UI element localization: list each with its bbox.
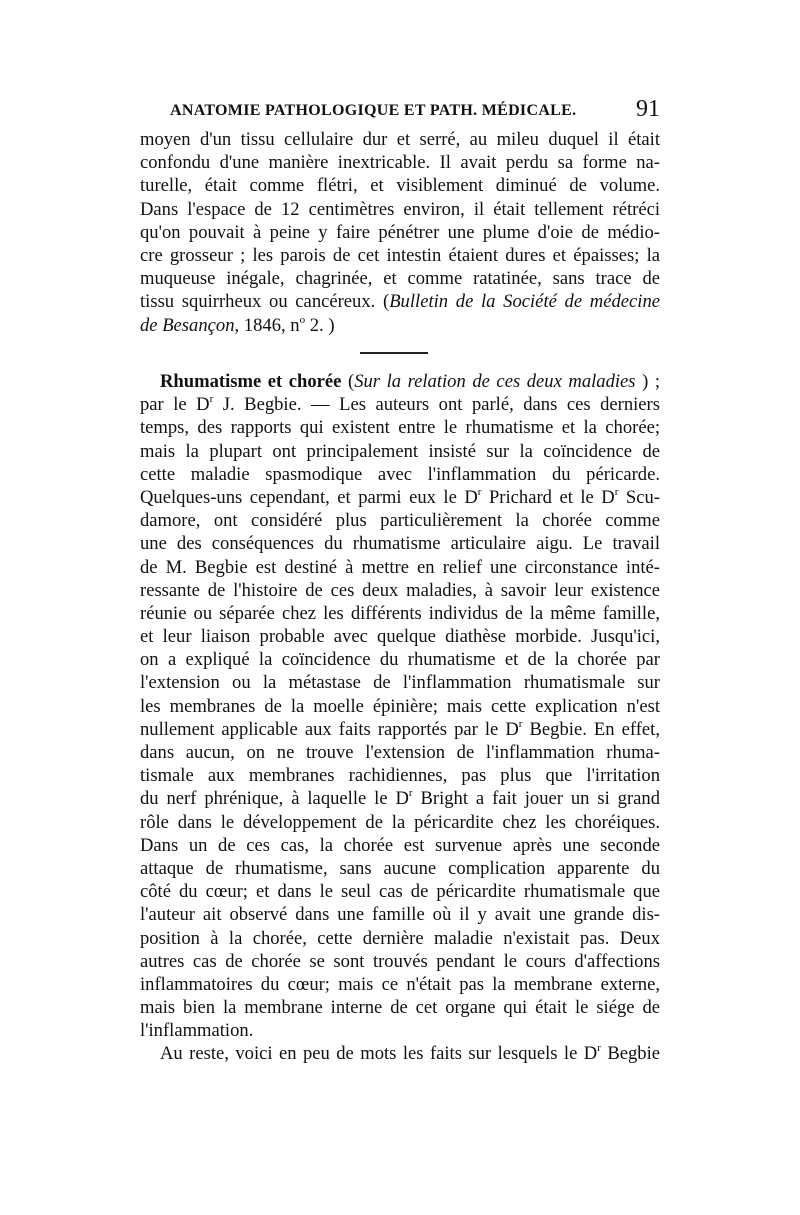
text-fragment: du nerf phrénique, à laquelle le D — [140, 788, 409, 810]
superscript: r — [597, 1042, 601, 1055]
running-head-title: ANATOMIE PATHOLOGIQUE ET PATH. MÉDICALE. — [170, 102, 577, 119]
article-subtitle: Sur la relation de ces deux maladies — [354, 371, 636, 392]
text-fragment: J. Begbie. — Les auteurs ont parlé, dans ces derniers — [213, 394, 660, 416]
text-line: position à la chorée, cette dernière maladie n'existait pas. Deux — [140, 927, 660, 949]
citation-year: , 1846, n — [234, 314, 300, 336]
text-line: l'extension ou la métastase de l'inflammation rhumatismale sur — [140, 672, 660, 694]
text-line: Dans un de ces cas, la chorée est survenue après une seconde — [140, 834, 660, 856]
text-line — [140, 290, 660, 313]
text-line: dans aucun, on ne trouve l'extension de l'inflammation rhuma- — [140, 742, 660, 763]
section-divider — [360, 352, 428, 354]
text-fragment: Au reste, voici en peu de mots les faits sur lesquels le D — [160, 1043, 598, 1065]
text-line — [140, 393, 660, 416]
citation-place: de Besançon — [140, 314, 235, 336]
text-fragment: tissu squirrheux ou cancéreux. ( — [140, 291, 390, 313]
text-line: on a expliqué la coïncidence du rhumatisme et de la chorée par — [140, 649, 660, 671]
text-line: l'auteur ait observé dans une famille où il y avait une grande dis- — [140, 904, 660, 926]
paragraph-continuation — [140, 128, 660, 337]
text-line: tismale aux membranes rachidiennes, pas plus que l'irritation — [140, 765, 660, 787]
text-line: turelle, était comme flétri, et visiblement diminué de volume. — [140, 175, 660, 197]
text-line — [140, 486, 660, 509]
text-line: une des conséquences du rhumatisme articulaire aigu. Le travail — [140, 533, 660, 555]
text-line — [140, 314, 660, 337]
text-line: qu'on pouvait à peine y faire pénétrer une plume d'oie de médio- — [140, 221, 660, 243]
article-heading-line — [140, 370, 660, 393]
text-fragment: ( — [341, 371, 355, 392]
text-fragment: Bright a fait jouer un si grand — [412, 788, 660, 810]
text-line: rôle dans le développement de la péricardite chez les choréiques. — [140, 811, 660, 833]
text-line: ressante de l'histoire de ces deux maladies, à savoir leur existence — [140, 579, 660, 601]
text-line: l'inflammation. — [140, 1020, 254, 1042]
text-fragment: Quelques-uns cependant, et parmi eux le D — [140, 486, 478, 508]
text-line: de M. Begbie est destiné à mettre en relief une circonstance inté- — [140, 556, 660, 578]
superscript: r — [518, 717, 523, 730]
running-head — [140, 96, 660, 126]
citation-number: 2. ) — [305, 314, 335, 336]
text-fragment: Begbie — [600, 1043, 660, 1065]
text-line: temps, des rapports qui existent entre le rhumatisme et la chorée; — [140, 417, 660, 439]
superscript: r — [408, 787, 413, 800]
text-line: cre grosseur ; les parois de cet intestin étaient dures et épaisses; la — [140, 244, 660, 266]
text-fragment: Prichard et le D — [481, 486, 615, 508]
text-line: Dans l'espace de 12 centimètres environ, il était tellement rétréci — [140, 198, 660, 220]
text-line: les membranes de la moelle épinière; mais cette explication n'est — [140, 695, 660, 717]
text-line: confondu d'une manière inextricable. Il avait perdu sa forme na- — [140, 152, 660, 174]
superscript: o — [299, 313, 306, 326]
text-line — [140, 718, 660, 741]
text-line: attaque de rhumatisme, sans aucune complication apparente du — [140, 857, 660, 879]
article-paragraph — [140, 370, 660, 1066]
text-line: côté du cœur; et dans le seul cas de péricardite rhumatismale que — [140, 881, 660, 903]
text-line: réunie ou séparée chez les différents individus de la même famille, — [140, 602, 660, 624]
article-heading: Rhumatisme et chorée — [160, 371, 342, 392]
text-line: autres cas de chorée se sont trouvés pendant le cours d'affections — [140, 950, 660, 972]
superscript: r — [209, 393, 214, 406]
text-line: muqueuse inégale, chagrinée, et comme ratatinée, sans trace de — [140, 268, 660, 290]
text-line: moyen d'un tissu cellulaire dur et serré, au mileu duquel il était — [140, 129, 660, 150]
text-line: damore, ont considéré plus particulièrement la chorée comme — [140, 510, 660, 532]
text-fragment: par le D — [140, 394, 210, 416]
text-line: mais la plupart ont principalement insisté sur la coïncidence de — [140, 440, 660, 462]
text-line: inflammatoires du cœur; mais ce n'était pas la membrane externe, — [140, 973, 660, 995]
text-line — [140, 787, 660, 810]
superscript: r — [614, 485, 619, 498]
text-fragment: nullement applicable aux faits rapportés par le D — [140, 718, 519, 740]
text-line: mais bien la membrane interne de cet organe qui était le siége de — [140, 997, 660, 1019]
text-fragment: Begbie. En effet, — [522, 718, 660, 740]
text-line — [140, 1042, 660, 1065]
text-line: et leur liaison probable avec quelque diathèse morbide. Jusqu'ici, — [140, 626, 660, 648]
page-number: 91 — [636, 96, 660, 122]
text-fragment: Scu- — [618, 486, 660, 508]
citation-title: Bulletin de la Société de médecine — [389, 291, 661, 313]
text-line: cette maladie spasmodique avec l'inflammation du péricarde. — [140, 463, 660, 485]
superscript: r — [477, 485, 482, 498]
text-fragment: ) ; — [635, 371, 660, 392]
